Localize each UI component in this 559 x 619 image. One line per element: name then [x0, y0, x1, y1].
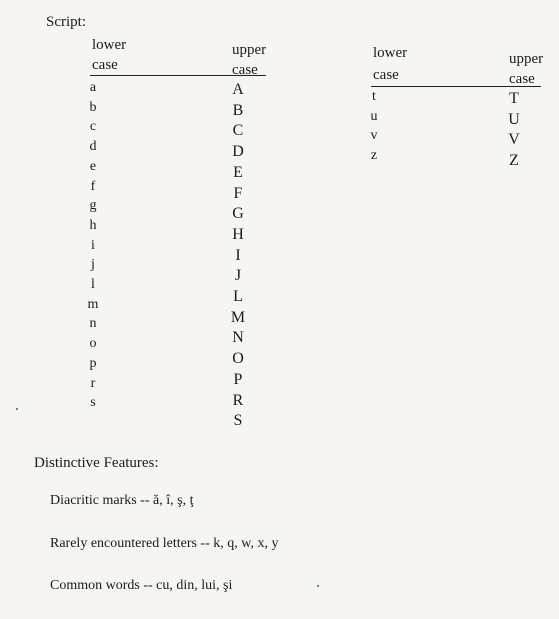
upper-case-letter: C	[232, 122, 244, 140]
lower-case-letter: l	[91, 277, 95, 292]
lower-case-letter: a	[89, 80, 97, 95]
upper-case-letter: V	[508, 131, 520, 148]
header-rule	[371, 86, 541, 87]
lower-case-letter: g	[89, 198, 97, 214]
header-text: case	[92, 57, 118, 73]
upper-case-letter: H	[232, 225, 244, 243]
lower-case-letter: j	[91, 257, 95, 273]
lower-case-letter: f	[90, 178, 96, 194]
upper-case-letter: L	[233, 288, 243, 305]
upper-case-header	[232, 42, 266, 79]
upper-case-letter: P	[233, 370, 243, 388]
upper-case-letter: E	[233, 163, 243, 181]
header-text: case	[373, 67, 399, 83]
lower-case-header	[92, 37, 126, 74]
upper-case-letter: R	[232, 391, 244, 409]
common-words-line: Common words -- cu, din, lui, şi	[50, 578, 233, 593]
header-rule	[90, 75, 266, 76]
upper-case-letter: N	[232, 329, 244, 347]
lower-case-letter: c	[89, 119, 97, 135]
header-text: case	[509, 71, 535, 87]
upper-case-letter: J	[234, 267, 242, 285]
upper-case-letter: Z	[509, 151, 519, 169]
diacritic-marks-line: Diacritic marks -- ă, î, ş, ţ	[50, 493, 194, 508]
upper-case-letter: G	[232, 205, 244, 223]
lower-case-letter: n	[89, 316, 97, 332]
upper-case-letter: U	[508, 110, 520, 128]
upper-case-letter: I	[235, 246, 241, 264]
upper-case-letter: M	[230, 308, 246, 326]
upper-case-letter: S	[233, 412, 243, 430]
lower-case-letter: z	[370, 147, 378, 163]
script-label: Script:	[46, 14, 86, 30]
upper-case-letter: B	[232, 101, 244, 119]
upper-case-letter: T	[509, 90, 519, 107]
speck	[317, 585, 319, 587]
lower-case-header	[373, 45, 407, 84]
lower-case-letter: o	[89, 336, 97, 352]
lower-case-letter: d	[89, 139, 97, 155]
header-text: lower	[373, 45, 408, 61]
lower-case-letter: b	[89, 99, 97, 115]
lower-case-letter: p	[89, 355, 97, 371]
upper-case-letter: A	[232, 81, 244, 98]
speck	[16, 408, 18, 410]
lower-case-letter: t	[372, 89, 376, 104]
lower-case-letter: v	[370, 128, 378, 143]
header-text: lower	[92, 37, 127, 53]
lower-case-letter: r	[90, 375, 96, 391]
lower-case-letter: h	[89, 217, 97, 233]
header-text: case	[232, 62, 258, 78]
lower-case-letter: u	[370, 108, 378, 124]
lower-case-letter: e	[89, 158, 97, 174]
upper-case-header	[509, 51, 543, 88]
upper-case-letter: D	[232, 143, 244, 161]
rare-letters-line: Rarely encountered letters -- k, q, w, x, y	[50, 536, 279, 551]
lower-case-letter: m	[87, 296, 99, 312]
lower-case-letter: s	[90, 395, 96, 411]
features-heading: Distinctive Features:	[34, 455, 159, 471]
header-text: upper	[232, 42, 267, 58]
header-text: upper	[509, 51, 544, 67]
lower-case-letter: i	[91, 237, 95, 253]
upper-case-letter: O	[232, 350, 244, 368]
upper-case-letter: F	[233, 184, 243, 202]
